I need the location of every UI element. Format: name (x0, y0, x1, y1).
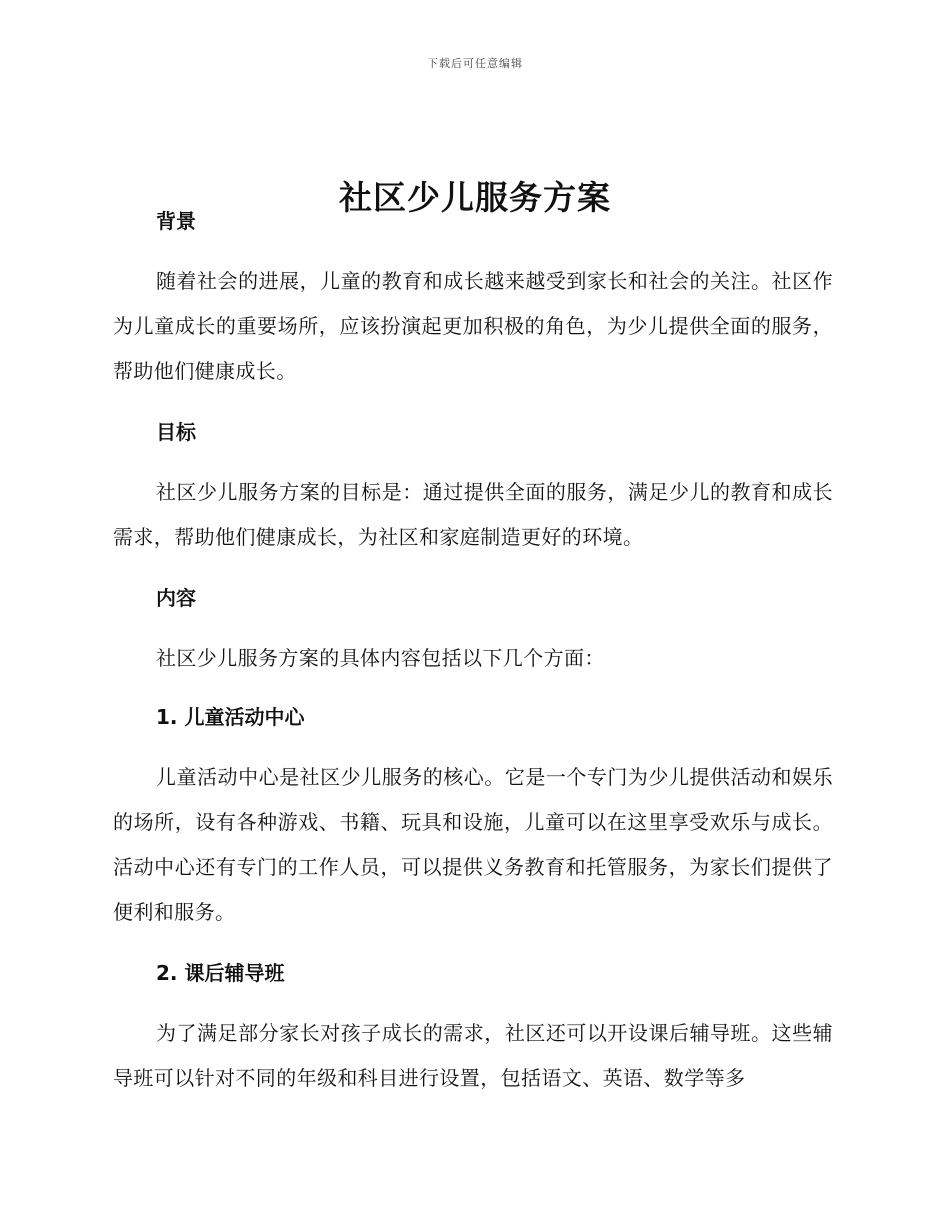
section-heading-after-school-tutoring: 2. 课后辅导班 (156, 961, 285, 985)
document-body (113, 205, 833, 1101)
document-title: 社区少儿服务方案 (339, 178, 611, 218)
section-text-content: 社区少儿服务方案的具体内容包括以下几个方面： (156, 646, 605, 670)
section-text-background: 随着社会的进展，儿童的教育和成长越来越受到家长和社会的关注。社区作为儿童成长的重要场所，应该扮演起更加积极的角色，为少儿提供全面的服务，帮助他们健康成长。 (113, 269, 833, 383)
section-text-after-school-tutoring: 为了满足部分家长对孩子成长的需求，社区还可以开设课后辅导班。这些辅导班可以针对不同的年级和科目进行设置，包括语文、英语、数学等多 (113, 1021, 833, 1090)
section-heading-activity-center: 1. 儿童活动中心 (156, 705, 305, 729)
header-note: 下载后可任意编辑 (427, 57, 523, 70)
section-text-goal: 社区少儿服务方案的目标是：通过提供全面的服务，满足少儿的教育和成长需求，帮助他们健康成长，为社区和家庭制造更好的环境。 (113, 480, 833, 549)
section-heading-background: 背景 (156, 209, 196, 233)
section-heading-content: 内容 (156, 586, 196, 610)
section-text-activity-center: 儿童活动中心是社区少儿服务的核心。它是一个专门为少儿提供活动和娱乐的场所，设有各种游戏、书籍、玩具和设施，儿童可以在这里享受欢乐与成长。活动中心还有专门的工作人员，可以提供义务教育和托管服务，为家长们提供了便利和服务。 (113, 765, 833, 924)
section-heading-goal: 目标 (156, 420, 196, 444)
